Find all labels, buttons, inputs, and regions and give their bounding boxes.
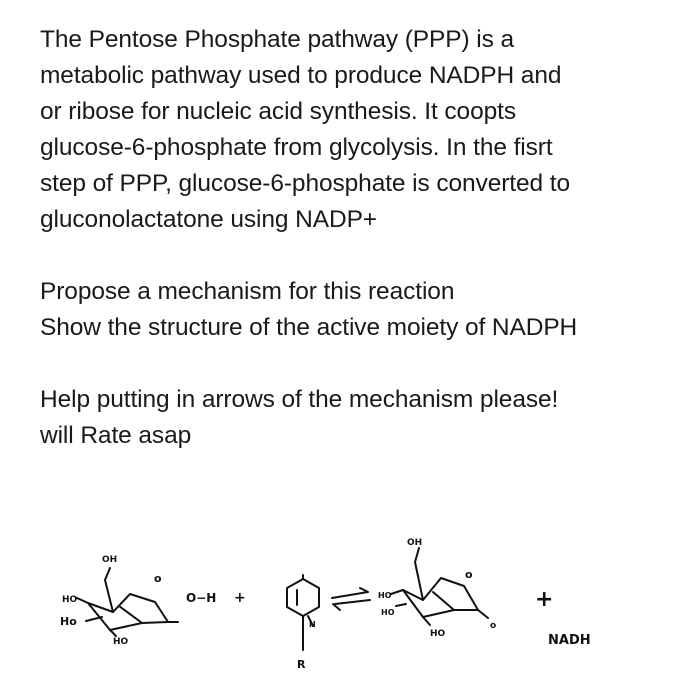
lactone-ring-bond — [423, 610, 454, 617]
lactone-ring-oxygen: o — [465, 568, 473, 581]
lactone-ho-label: HO — [381, 608, 395, 617]
gluconolactone-structure — [391, 548, 488, 625]
lactone-ho-bond — [423, 617, 430, 625]
lactone-carbonyl-bond — [478, 610, 488, 618]
plus-sign: + — [234, 590, 246, 606]
intro-line-2: metabolic pathway used to produce NADPH and — [40, 62, 562, 89]
reaction-sketch — [0, 520, 700, 699]
lactone-oh-label: OH — [407, 538, 423, 548]
paragraph-gap — [40, 346, 680, 382]
glucose-ho-bond — [110, 630, 116, 636]
task-line-1: Propose a mechanism for this reaction — [40, 278, 455, 305]
pyridinium-ring — [287, 579, 319, 616]
intro-line-4: glucose-6-phosphate from glycolysis. In the fisrt — [40, 134, 553, 161]
glucose-oh-label: OH — [102, 555, 118, 565]
nad-plus-structure — [287, 575, 319, 650]
question-text — [40, 22, 680, 454]
intro-line-6: gluconolactatone using NADP+ — [40, 206, 378, 233]
intro-line-5: step of PPP, glucose-6-phosphate is converted to — [40, 170, 571, 197]
help-line-2: will Rate asap — [40, 422, 192, 449]
glucose-ho-label: HO — [62, 595, 78, 605]
intro-line-1: The Pentose Phosphate pathway (PPP) is a — [40, 26, 515, 53]
glucose-ring-bond — [110, 623, 142, 630]
glucose-ho-label: Ho — [60, 615, 77, 628]
plus-sign: + — [535, 587, 554, 612]
pyridinium-nitrogen: N — [309, 620, 316, 629]
paragraph-gap — [40, 238, 680, 274]
help-line-1: Help putting in arrows of the mechanism please! — [40, 386, 559, 413]
r-group-label: R — [297, 658, 306, 671]
equilibrium-arrows-icon — [332, 588, 370, 610]
intro-line-3: or ribose for nucleic acid synthesis. It coopts — [40, 98, 516, 125]
task-line-2: Show the structure of the active moiety of NADPH — [40, 314, 578, 341]
lactone-ho-label: HO — [378, 591, 392, 600]
lactone-ho-label: HO — [430, 629, 446, 639]
glucose-ho-bond — [77, 598, 88, 603]
glucose-ho-bond — [86, 617, 102, 621]
glucose-6-phosphate-structure — [77, 568, 178, 636]
hydroxyl-label: O−H — [186, 591, 217, 605]
glucose-ring-oxygen: o — [154, 572, 162, 585]
glucose-ch2oh-bond — [105, 568, 113, 612]
nadh-label: NADH — [548, 633, 591, 648]
glucose-ho-label: HO — [113, 637, 129, 647]
lactone-ho-bond — [396, 604, 406, 606]
lactone-ch2oh-bond — [415, 548, 423, 600]
carbonyl-oxygen: o — [490, 621, 497, 631]
lactone-ho-bond — [391, 590, 403, 594]
